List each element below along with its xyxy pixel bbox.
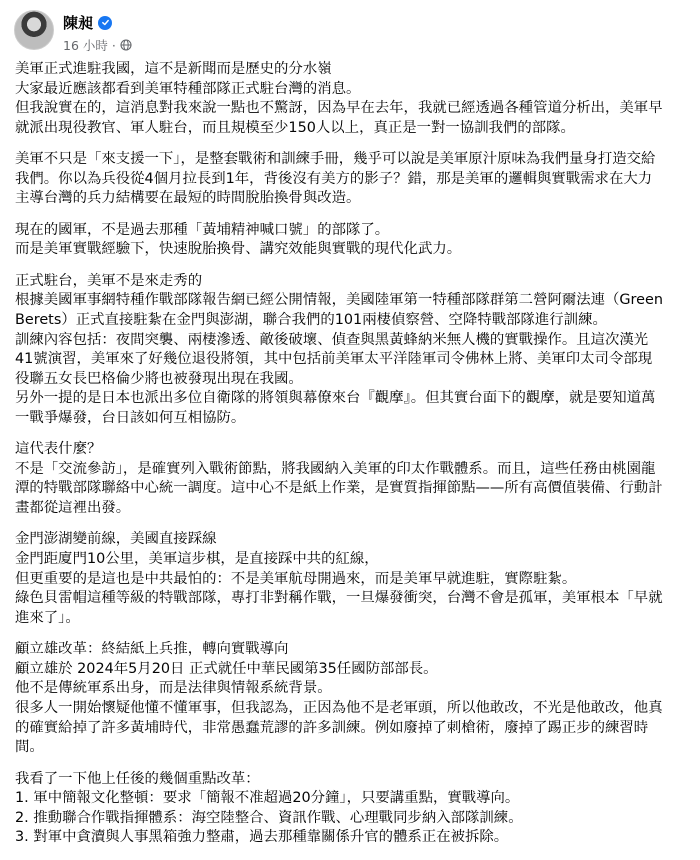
post-text-line: 我們。你以為兵役從4個月拉長到1年，背後沒有美方的影子？錯，那是美軍的邏輯與實戰需求在大力: [15, 170, 653, 187]
post-text-line: 現在的國軍，不是過去那種「黃埔精神喊口號」的部隊了。: [15, 221, 390, 238]
post-text-line: 我看了一下他上任後的幾個重點改革：: [15, 770, 260, 787]
post-text-line: 41號演習，美軍來了好幾位退役將領，其中包括前美軍太平洋陸軍司令佛林上將、美軍印太司令部現: [15, 351, 653, 368]
post-paragraph: [15, 221, 691, 260]
post-text-line: 1. 軍中簡報文化整頓：要求「簡報不准超過20分鐘」，只要講重點，實戰導向。: [15, 790, 520, 807]
post-header: [14, 10, 132, 54]
post-paragraph: [15, 530, 691, 628]
post-text-line: 主導台灣的兵力結構要在最短的時間脫胎換骨與改造。: [15, 190, 361, 207]
post-text-line: 不是「交流參訪」，是確實列入戰術節點，將我國納入美軍的印太作戰體系。而且，這些任務由桃園龍: [15, 460, 656, 477]
post-text-line: 顧立雄於 2024年5月20日 正式就任中華民國第35任國防部部長。: [15, 660, 438, 677]
post-text-line: Berets）正式直接駐紮在金門與澎湖，聯合我們的101兩棲偵察營、空降特戰部隊進行訓練。: [15, 311, 607, 328]
post-timestamp[interactable]: 16 小時: [63, 38, 108, 53]
post-paragraph: [15, 440, 691, 518]
post-text-line: 就派出現役教官、軍人駐台，而且規模至少150人以上，真正是一對一協訓我們的部隊。: [15, 119, 575, 136]
post-text-line: 役聯五女長巴格倫少將也被發現出現在我國。: [15, 370, 303, 387]
post-text-line: 綠色貝雷帽這種等級的特戰部隊，專打非對稱作戰，一旦爆發衝突，台灣不會是孤軍，美軍根本「早就: [15, 590, 663, 607]
post-body: [15, 60, 691, 860]
post-text-line: 這代表什麼？: [15, 441, 102, 458]
post-paragraph: [15, 272, 691, 429]
post-meta: [63, 12, 132, 54]
post-text-line: 他不是傳統軍系出身，而是法律與情報系統背景。: [15, 680, 332, 697]
post-text-line: 間。: [15, 739, 44, 756]
verified-badge-icon: [98, 16, 112, 30]
post-text-line: 顧立雄改革：終結紙上兵推，轉向實戰導向: [15, 641, 289, 658]
post-text-line: 的確實給掉了許多黃埔時代，非常愚蠢荒謬的許多訓練。例如廢掉了刺槍術，廢掉了踢正步的練習時: [15, 719, 649, 736]
post-text-line: 但更重要的是這也是中共最怕的：不是美軍航母開過來，而是美軍早就進駐，實際駐紮。: [15, 570, 577, 587]
post-text-line: 另外一提的是日本也派出多位自衛隊的將領與幕僚來台『觀摩』。但其實台面下的觀摩，就是要知道萬: [15, 390, 656, 407]
post-paragraph: [15, 640, 691, 758]
post-text-line: 但我說實在的，這消息對我來說一點也不驚訝，因為早在去年，我就已經透過各種管道分析出，美軍早: [15, 100, 663, 117]
post-text-line: 畫都從這裡出發。: [15, 500, 131, 517]
post-text-line: 很多人一開始懷疑他懂不懂軍事，但我認為，正因為他不是老軍頭，所以他敢改，不光是他敢改，他真: [15, 700, 663, 716]
author-name[interactable]: 陳昶: [63, 14, 94, 32]
post-paragraph: [15, 770, 691, 848]
post-text-line: 美軍正式進駐我國，這不是新聞而是歷史的分水嶺: [15, 61, 332, 77]
post-paragraph: [15, 60, 691, 138]
author-row: [63, 12, 132, 33]
post-text-line: 進來了」。: [15, 609, 80, 626]
post-text-line: 金門澎湖變前線，美國直接踩線: [15, 531, 217, 548]
post-paragraph: [15, 150, 691, 209]
post-time-row: [63, 36, 132, 54]
avatar[interactable]: [14, 10, 54, 50]
post-text-line: 潭的特戰部隊聯絡中心統一調度。這中心不是紙上作業，是實質指揮節點——所有高價值裝備、行動計: [15, 480, 663, 497]
post-text-line: 金門距廈門10公里，美軍這步棋，是直接踩中共的紅線，: [15, 551, 379, 568]
post-text-line: 美軍不只是「來支援一下」，是整套戰術和訓練手冊，幾乎可以說是美軍原汁原味為我們量身打造交給: [15, 151, 656, 168]
public-globe-icon: [120, 39, 132, 51]
separator-dot: ·: [111, 37, 116, 53]
post-text-line: 2. 推動聯合作戰指揮體系：海空陸整合、資訊作戰、心理戰同步納入部隊訓練。: [15, 809, 523, 826]
post-text-line: 而是美軍實戰經驗下，快速脫胎換骨、講究效能與實戰的現代化武力。: [15, 241, 462, 258]
post-text-line: 大家最近應該都看到美軍特種部隊正式駐台灣的消息。: [15, 80, 361, 97]
post-text-line: 3. 對軍中貪瀆與人事黑箱強力整肅，過去那種靠關係升官的體系正在被拆除。: [15, 829, 509, 846]
post-text-line: 正式駐台，美軍不是來走秀的: [15, 272, 203, 289]
post-text-line: 訓練內容包括：夜間突襲、兩棲滲透、敵後破壞、偵查與黑黃蜂納米無人機的實戰操作。且這次漢光: [15, 331, 649, 348]
post-text-line: 一戰爭爆發，台日該如何互相協防。: [15, 409, 246, 426]
post-text-line: 根據美國軍事網特種作戰部隊報告網已經公開情報，美國陸軍第一特種部隊群第二營阿爾法連（Green: [15, 292, 663, 309]
